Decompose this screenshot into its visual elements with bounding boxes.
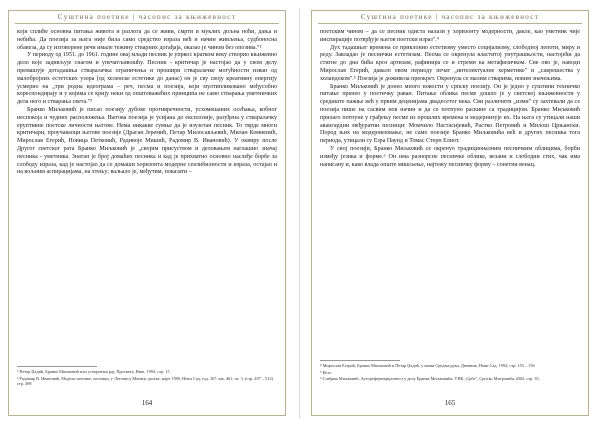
footnote: ⁵ Исто [320,369,332,375]
left-body-text [17,29,277,177]
header-divider [318,23,582,24]
paragraph: Бранко Миљковић је писао поезију дубоке противречности, усхомешаних осећања, кобног неспокоја и чудних расположења. Његова поезија је усијана до експлозије, разуђена у стваралачку еруптивне поетске личности његове. Нема никакве сумње да је изузетан песник. То тврде многи критичари, проучаваоци његове поезије (Драган Јеремић, Петар Милосављевић, Милан Комненић, Мирослав Егерић, Новица Петковић, Радивоје Мишић, Радомир В. Ивановић). У оквиру после Другог светског рата Бранко Миљковић је „својим присуством и деловањем наглашио значај песника - уметника. Знатан је број домаћих песника и кад је прихватио основно наслеђе борбе за слободу израза, кад је настојао да се домаши хоризонта модерне сензибилности и израза, остајао и на вољним аспирацијама, на хтењу; вальало је, међутим, показати – [17,106,277,176]
footnote: ² Петар Џадић, Бранко Миљковић или успориташ раj, Просвета, Ниш, 1994, стр. 15 [17,369,170,374]
page-number: 164 [141,399,153,407]
paragraph: поетским чином – да се песник одиста налази у хоризонту модерности, дакле, као уметник чије инспирације потврђује његов поетски израз".⁴ [320,29,580,43]
paragraph: У свој поезији, Бранко Миљковић се окренуо традиционалним песничким облицима, борби између језика и форме.⁶ Он има разнорсне песничке облике, везани и слободни стих, чак има написану и, како влада опште мишљење, најтежу песничку форму – сонетни венац. [320,145,580,168]
running-header: Суштина поетике | часопис за књижевност [57,13,237,21]
footnote-divider [320,360,400,361]
paragraph: Бранко Миљковић је донео много новости у српску поезију. Он је једно у суштини техничко питање пренео у поетичку раван. Питање облика песме дошло је у светској књижевности у средиште пажње већ у првим деценијама двадесетог века. Сви различити „изми" су захтевали да се поезија пише на сасвим нов начин и да се потпуно раскине са традицијом. Бранко Миљковић прилаго потпуне у грађењу песме из прошлих времена и модернизује их. На њега су утицали наши авангардни међуратни песници: Момчило Настасијевић, Растко Петровић и Милош Црњански. Пород њих на модернизовање, не само поезије Бранко Миљковића већ и других песника тога периода, утицали су Езра Паунд и Томас Стерн Елиот. [320,83,580,145]
footnote: ⁶ Слађана Миљковић, Аутореференцијалност у делу Бранка Миљковића, УНК „Србе", Српско Митровића 2004. стр. 35. [320,376,540,382]
footnote: ³ Радомир В. Ивановић, Модели поетике, песници, у Летопису Матице српске, март 1990, Нови Сад, год. 167, књ. 461, св. 3, (стр. 497 – 512) стр. 498 [17,375,274,387]
footnote-divider [17,366,97,367]
page-number: 165 [444,399,456,407]
paragraph: У периоду од 1951. до 1961. године овај млади песник је упркос кратком веку створио књижевно дело које задивљује снагом и упечатљивошћу. Песник - критичар је настојао да у свом делу премашује дотадашња стваралачка ограничења и прошири стваралачке могућности изван од малобројних естетских узора (од хеленске естетике до данас) он је сву своју креативну енергију усмерио на „три родна идеограма – реч, песма и поезија, који мултипликовано међусобно кореспондирају и у којима се крију неки од општеважећих принципа не само стварања уметничких дела него и стварања света."³ [17,52,277,106]
left-page [8,10,286,416]
right-page [311,10,589,416]
paragraph: Дух тадашњег времена се приклонио естетизму уместо социјализму, слободној лепоти, миру и реду. Завладао је песнички естетизам. Песма се окренула властитој унутрашњости, настојећи да стигне до дна бића кроз артизам, рафинира се и стремн ка метафизичком. Све ово је, наводи Мирослав Егерић, давало овом периоду печат „интелектуалне херметике" и „саврешества у холандском".⁵ Поезија је доживела преокрет. Окренула се малим стварима, новим значењима. [320,44,580,82]
right-footnotes [320,360,580,383]
header-divider [15,23,279,24]
left-footnotes [17,366,277,388]
footnote: ⁴ Мирослав Егерић, Бранко Миљковић и Петар Џадић, у њима Средња рука, Дневник, Нови Сад, 1994, стр. 155 – 156 [320,363,535,368]
running-header: Суштина поетике | часопис за књижевност [360,13,540,21]
spine-gutter [299,8,300,418]
right-body-text [320,29,580,169]
paragraph: који сплиће основна питања живота и разлога да се живи, смрти и муклих дољна ноћи, дања и небића. Да поезија за њега нијe била само средство израза већ и начин живљења, судбоносна обавеза, да су изговорене речи имале тежину стварних догађаја, оказао је чином без опозива."² [17,29,277,51]
